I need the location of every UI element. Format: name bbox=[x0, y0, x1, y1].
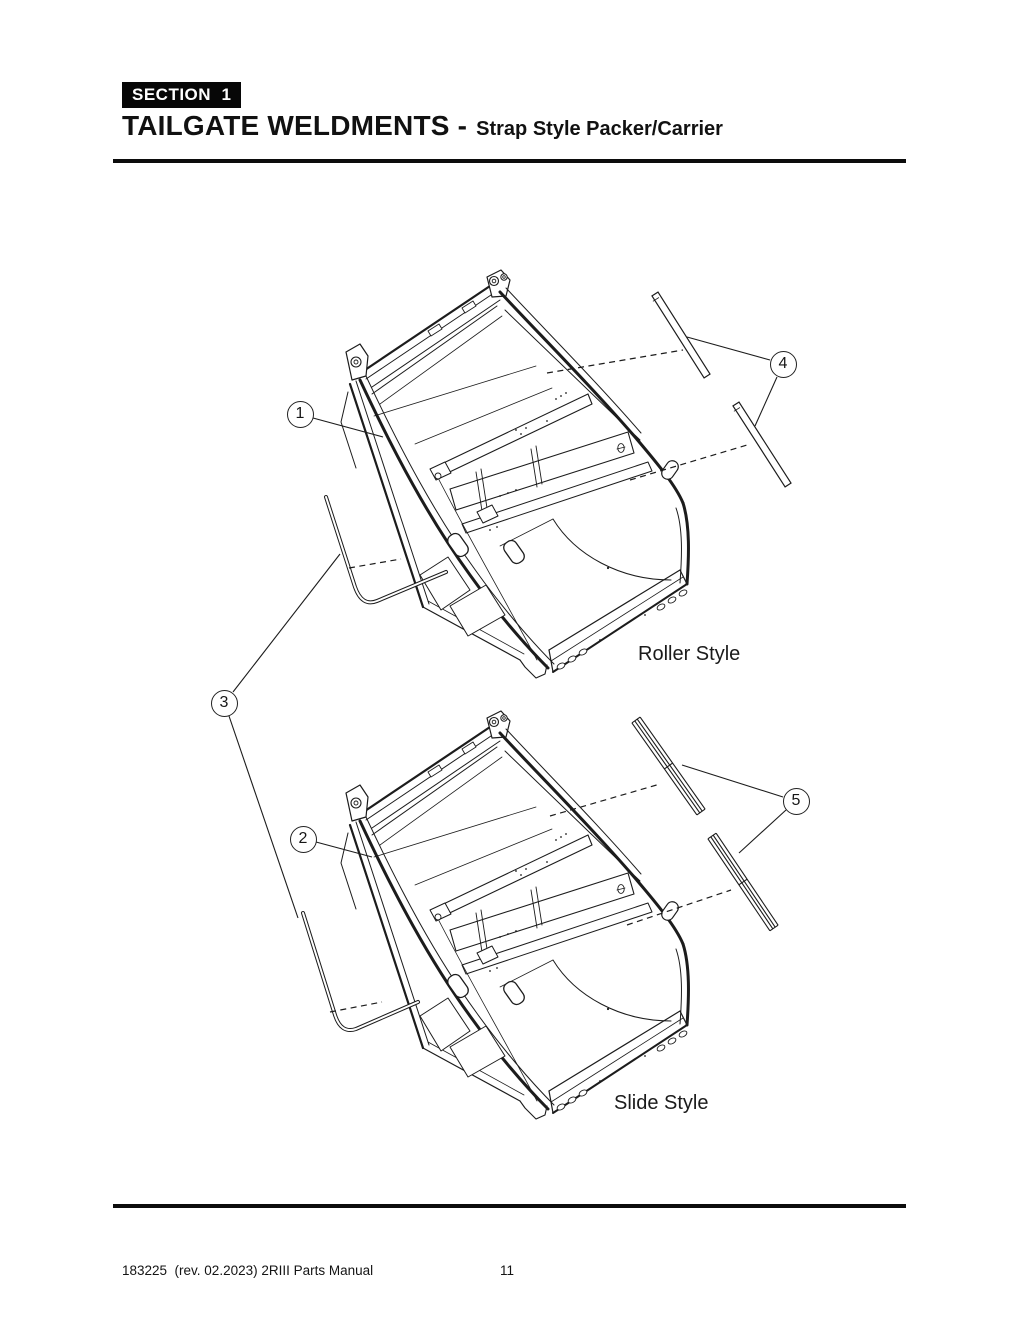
strap-part-lower bbox=[733, 402, 791, 487]
callout-5: 5 bbox=[783, 788, 810, 815]
page-title-main: TAILGATE WELDMENTS - bbox=[122, 110, 468, 141]
strap-part-upper bbox=[652, 292, 710, 378]
slide-style-figure bbox=[229, 711, 786, 1119]
leader-lines-roller bbox=[233, 337, 777, 692]
label-roller-style: Roller Style bbox=[638, 643, 741, 665]
projection-lines-slide bbox=[330, 784, 731, 1012]
leader-lines-slide bbox=[229, 716, 786, 918]
rod-part-slide bbox=[303, 913, 418, 1030]
footer-rule bbox=[113, 1204, 906, 1208]
roller-style-figure bbox=[233, 270, 791, 692]
footer-doc-ref: 183225 (rev. 02.2023) 2RIII Parts Manual bbox=[122, 1263, 374, 1278]
callout-4: 4 bbox=[770, 351, 797, 378]
section-chip: SECTION 1 bbox=[122, 82, 241, 108]
label-slide-style: Slide Style bbox=[614, 1092, 709, 1114]
slide-part-upper bbox=[632, 717, 705, 815]
callout-2: 2 bbox=[290, 826, 317, 853]
tailgate-weldment-drawing bbox=[341, 270, 688, 678]
slide-part-lower bbox=[708, 833, 778, 931]
footer-page-number: 11 bbox=[500, 1263, 515, 1278]
callout-1: 1 bbox=[287, 401, 314, 428]
page-title-sub: Strap Style Packer/Carrier bbox=[476, 118, 723, 140]
tailgate-weldment-drawing bbox=[341, 711, 688, 1119]
callout-3: 3 bbox=[211, 690, 238, 717]
